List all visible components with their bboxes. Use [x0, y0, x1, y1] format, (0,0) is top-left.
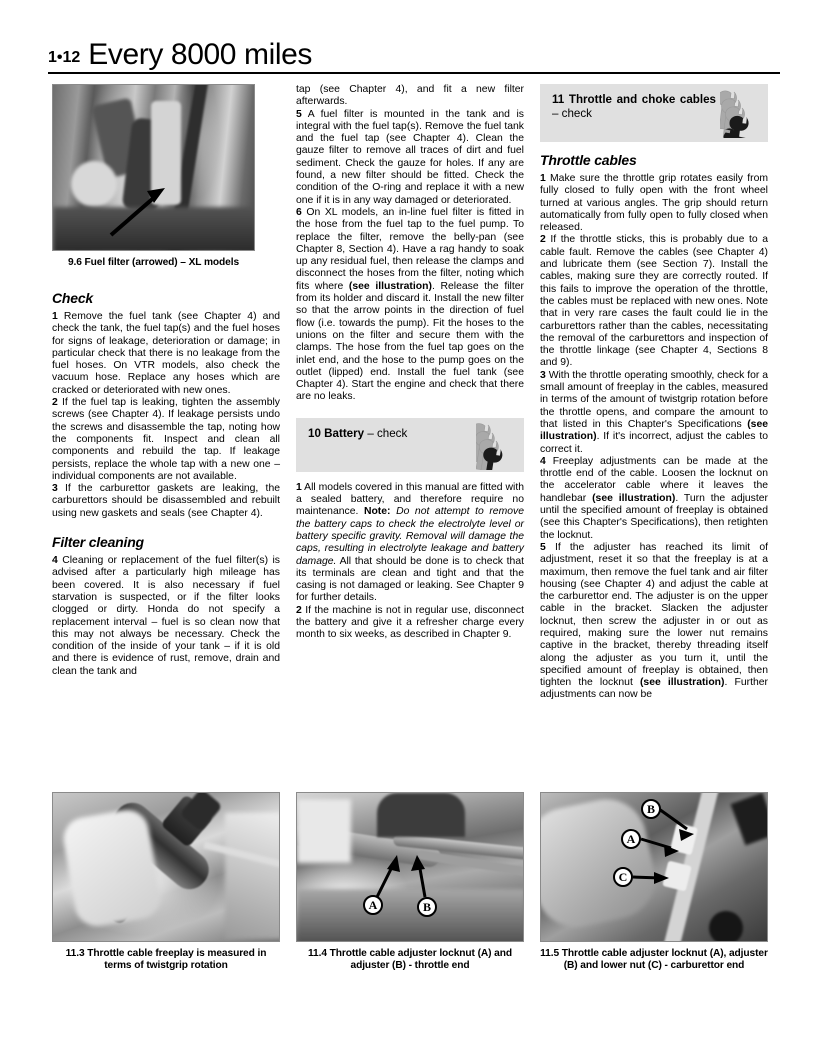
paragraph-number: 2	[52, 397, 58, 409]
throttle-paragraph-2	[540, 234, 768, 369]
throttle-paragraph-1	[540, 173, 768, 234]
figure-9-6	[52, 84, 255, 269]
section-11-title	[552, 93, 716, 121]
paragraph-number: 2	[296, 604, 302, 616]
callout-a: A	[363, 895, 383, 915]
see-illustration-ref: (see illustration)	[540, 418, 768, 443]
paragraph-text: If the fuel tap is leaking, tighten the assembly screws (see Chapter 4). If leakage persists undo the screws and disassemble the tap, noting how the components fit. Inspect and clean all components and rebuild the tap. If leakage persists, replace the whole tap with a new one – individual components are not available.	[52, 397, 280, 482]
callout-b: B	[641, 799, 661, 819]
paragraph-number: 1	[540, 173, 546, 184]
note-text: Do not attempt to remove the battery caps to check the electrolyte level or battery specific gravity. Removal will damage the caps, resulting in electrolyte leakage and battery damage.	[296, 506, 524, 567]
paragraph-4-continued: tap (see Chapter 4), and fit a new filter afterwards.	[296, 84, 524, 108]
spanner-rating-icon	[720, 90, 762, 138]
paragraph-6	[296, 207, 524, 404]
figure-11-5-photo	[540, 792, 768, 942]
figure-11-3-caption: 11.3 Throttle cable freeplay is measured in terms of twistgrip rotation	[65, 948, 267, 972]
section-10-title	[308, 427, 472, 441]
header-rule	[48, 72, 780, 74]
paragraph-number: 1	[52, 311, 58, 322]
paragraph-text: If the throttle sticks, this is probably due to a cable fault. Remove the cables (see Chapter 4) and lubricate them (see Section 7). Install the cables, making sure they are correctly routed. If this fails to improve the operation of the throttle, the cables must be replaced with new ones. Note that in very rare cases the fault could lie in the carburettors rather than the cables, necessitating the removal of the carburettors and inspection of the throttle linkage (see Chapter 4, Sections 8 and 9).	[540, 234, 768, 369]
see-illustration-ref: (see illustration)	[348, 280, 432, 292]
figure-9-6-photo	[52, 84, 255, 251]
paragraph-number: 2	[540, 234, 546, 246]
battery-paragraph-1	[296, 482, 524, 605]
paragraph-number: 4	[52, 555, 58, 567]
spanner-rating-icon	[476, 422, 518, 470]
paragraph-1	[52, 311, 280, 397]
paragraph-text: Cleaning or replacement of the fuel filter(s) is advised after a particularly high mileage has been covered. It is also necessary if fuel starvation is suspected, or if the filter looks clogged or dirty. Honda do not specify a replacement interval – fuel is so clean now that this may not always be necessary. Check the condition of the inside of your tank – if it is old and there is evidence of rust, remove, drain and clean the tank and	[52, 555, 280, 677]
callout-b: B	[417, 897, 437, 917]
paragraph-text: If the adjuster has reached its limit of adjustment, reset it so that the freeplay is at a maximum, then remove the fuel tank and air filter housing (see Chapter 4) and adjust the cable at the carburettor end. The adjuster is on the upper cable in the bracket. Slacken the adjuster locknut, then screw the adjuster in or out as required, making sure the lower nut remains captive in the bracket, thereby threading itself along the adjuster as you turn it, until the specified amount of freeplay is obtained, then tighten the locknut	[540, 541, 769, 689]
paragraph-text: On XL models, an in-line fuel filter is fitted in the hose from the fuel tap to the fuel pump. To replace the filter, remove the belly-pan (see Chapter 8, Section 4). Have a rag handy to soak up any residual fuel, then release the clamps and disconnect the hoses from the filter, noting which fits where	[296, 206, 525, 292]
folio-number: 1•12	[48, 49, 81, 66]
section-banner-11	[540, 84, 768, 142]
paragraph-text: If the carburettor gaskets are leaking, the carburettors should be disassembled and rebuilt using new gaskets and seals (see Chapter 4).	[52, 483, 281, 519]
section-suffix: – check	[364, 426, 408, 440]
paragraph-text: If the machine is not in regular use, disconnect the battery and give it a refresher charge every month to six weeks, as described in Chapter 9.	[296, 604, 524, 641]
paragraph-number: 1	[296, 481, 302, 493]
paragraph-text: All that should be done is to check that its terminals are clean and tight and that the casing is not damaged or leaking. See Chapter 9 for further details.	[296, 555, 524, 604]
figure-11-5-caption: 11.5 Throttle cable adjuster locknut (A), adjuster (B) and lower nut (C) - carburettor end	[540, 948, 768, 972]
figure-11-4-photo	[296, 792, 524, 942]
throttle-paragraph-3	[540, 370, 768, 456]
page-header	[48, 30, 780, 70]
section-name: Throttle and choke cables	[568, 93, 716, 106]
section-suffix: – check	[552, 107, 592, 120]
paragraph-text: Make sure the throttle grip rotates easily from fully closed to fully open with the front wheel turned at various angles. The grip should return automatically from fully open to fully closed when released.	[540, 173, 768, 234]
paragraph-4	[52, 555, 280, 678]
paragraph-number: 5	[540, 541, 546, 553]
paragraph-2	[52, 397, 280, 483]
column-2	[296, 84, 524, 642]
figure-11-4-caption: 11.4 Throttle cable adjuster locknut (A) and adjuster (B) - throttle end	[308, 948, 512, 972]
paragraph-number: 4	[540, 455, 546, 467]
paragraph-3	[52, 483, 280, 520]
paragraph-text: All models covered in this manual are fitted with a sealed battery, and therefore require no maintenance.	[296, 481, 524, 518]
throttle-paragraph-4	[540, 456, 768, 542]
figure-11-3	[52, 792, 280, 973]
column-1	[52, 290, 280, 678]
section-banner-10	[296, 418, 524, 472]
battery-paragraph-2	[296, 605, 524, 642]
arrow-icon	[53, 85, 255, 251]
callout-a: A	[621, 829, 641, 849]
paragraph-number: 3	[52, 483, 58, 495]
figure-9-6-caption: 9.6 Fuel filter (arrowed) – XL models	[67, 257, 240, 268]
paragraph-text: Freeplay adjustments can be made at the throttle end of the cable. Loosen the locknut on the accelerator cable where it leaves the handlebar	[540, 455, 769, 504]
section-number: 11	[552, 93, 565, 106]
heading-filter-cleaning: Filter cleaning	[52, 534, 144, 551]
note-label: Note:	[363, 506, 391, 518]
callout-c: C	[613, 867, 633, 887]
paragraph-5	[296, 109, 524, 207]
heading-check: Check	[52, 290, 94, 306]
paragraph-number: 5	[296, 108, 302, 120]
section-name: Battery	[324, 426, 365, 440]
page-title: Every 8000 miles	[88, 38, 312, 71]
leader-arrows	[297, 793, 524, 942]
column-3	[540, 84, 768, 702]
paragraph-number: 3	[540, 369, 546, 381]
figure-11-3-photo	[52, 792, 280, 942]
paragraph-text: . Release the filter from its holder and discard it. Install the new filter so that the arrow points in the direction of fuel flow (i.e. towards the pump). Fit the hoses to the unions on the filter and secure them with the clamps. The hose from the fuel tap goes on the inlet end, and the hose to the pump goes on the outlet (lipped) end. Install the fuel tank (see Chapter 4). Start the engine and check that there are no leaks.	[296, 280, 524, 403]
section-number: 10	[308, 426, 321, 440]
paragraph-text: With the throttle operating smoothly, check for a small amount of freeplay in the cables, measured in terms of the amount of twistgrip rotation before the throttle opens, and compare the amount to that listed in this Chapter's Specifications	[540, 369, 768, 430]
photo-detail	[225, 813, 280, 939]
paragraph-text: . If it's incorrect, adjust the cables to correct it.	[540, 431, 768, 455]
paragraph-text: A fuel filter is mounted in the tank and is integral with the fuel tap(s). Remove the fuel tank and the fuel tap (see Chapter 4). Clean the gauze filter to remove all traces of dirt and fuel sediment. Check the gauze for holes. If any are found, a new filter should be fitted. Check the condition of the O-ring and replace it with a new one if it is in any way damaged or deteriorated.	[296, 108, 524, 206]
see-illustration-ref: (see illustration)	[639, 677, 725, 689]
throttle-paragraph-5	[540, 542, 768, 702]
paragraph-number: 6	[296, 206, 302, 218]
heading-throttle-cables: Throttle cables	[540, 152, 637, 168]
see-illustration-ref: (see illustration)	[592, 492, 676, 504]
paragraph-text: Remove the fuel tank (see Chapter 4) and check the tank, the fuel tap(s) and the fuel hoses for signs of leakage, deterioration or damage; in particular check that there is no leakage from the fuel hoses. On VTR models, also check the vacuum hose. Replace any hoses which are cracked or deteriorated with new ones.	[52, 311, 280, 396]
paragraph-text: . Further adjustments can now be	[540, 677, 768, 701]
figure-11-4	[296, 792, 524, 973]
paragraph-text: . Turn the adjuster until the specified amount of freeplay is obtained (see this Chapter's Specifications), then retighten the locknut.	[540, 492, 769, 541]
figure-11-5	[540, 792, 768, 973]
